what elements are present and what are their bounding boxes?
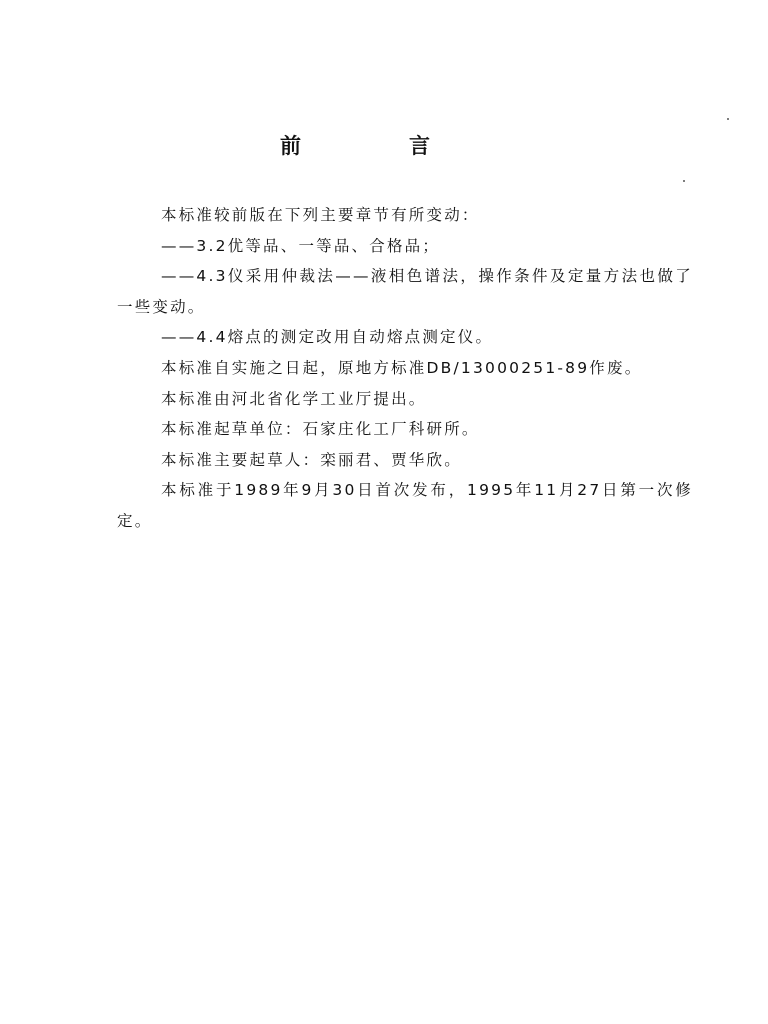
paragraph-history: 本标准于1989年9月30日首次发布，1995年11月27日第一次修定。 [117,481,693,530]
page-title-char-2: 言 [409,134,430,158]
paragraph-drafters: 本标准主要起草人：栾丽君、贾华欣。 [161,450,462,469]
foreword-body [117,200,693,537]
paragraph-intro: 本标准较前版在下列主要章节有所变动： [161,206,480,224]
scan-speck [727,118,729,120]
paragraph-drafting-unit: 本标准起草单位：石家庄化工厂科研所。 [161,420,480,439]
paragraph-change-4-3: ——4.3仪采用仲裁法——液相色谱法，操作条件及定量方法也做了一些变动。 [117,267,693,316]
paragraph-proposer: 本标准由河北省化学工业厅提出。 [161,389,427,408]
page-title-char-1: 前 [280,134,301,158]
paragraph-change-4-4: ——4.4熔点的测定改用自动熔点测定仪。 [161,328,494,347]
scan-speck [683,180,685,182]
paragraph-change-3-2: ——3.2优等品、一等品、合格品； [161,236,441,255]
page-title [280,130,430,160]
paragraph-effective: 本标准自实施之日起，原地方标准DB/13000251-89作废。 [161,358,643,377]
